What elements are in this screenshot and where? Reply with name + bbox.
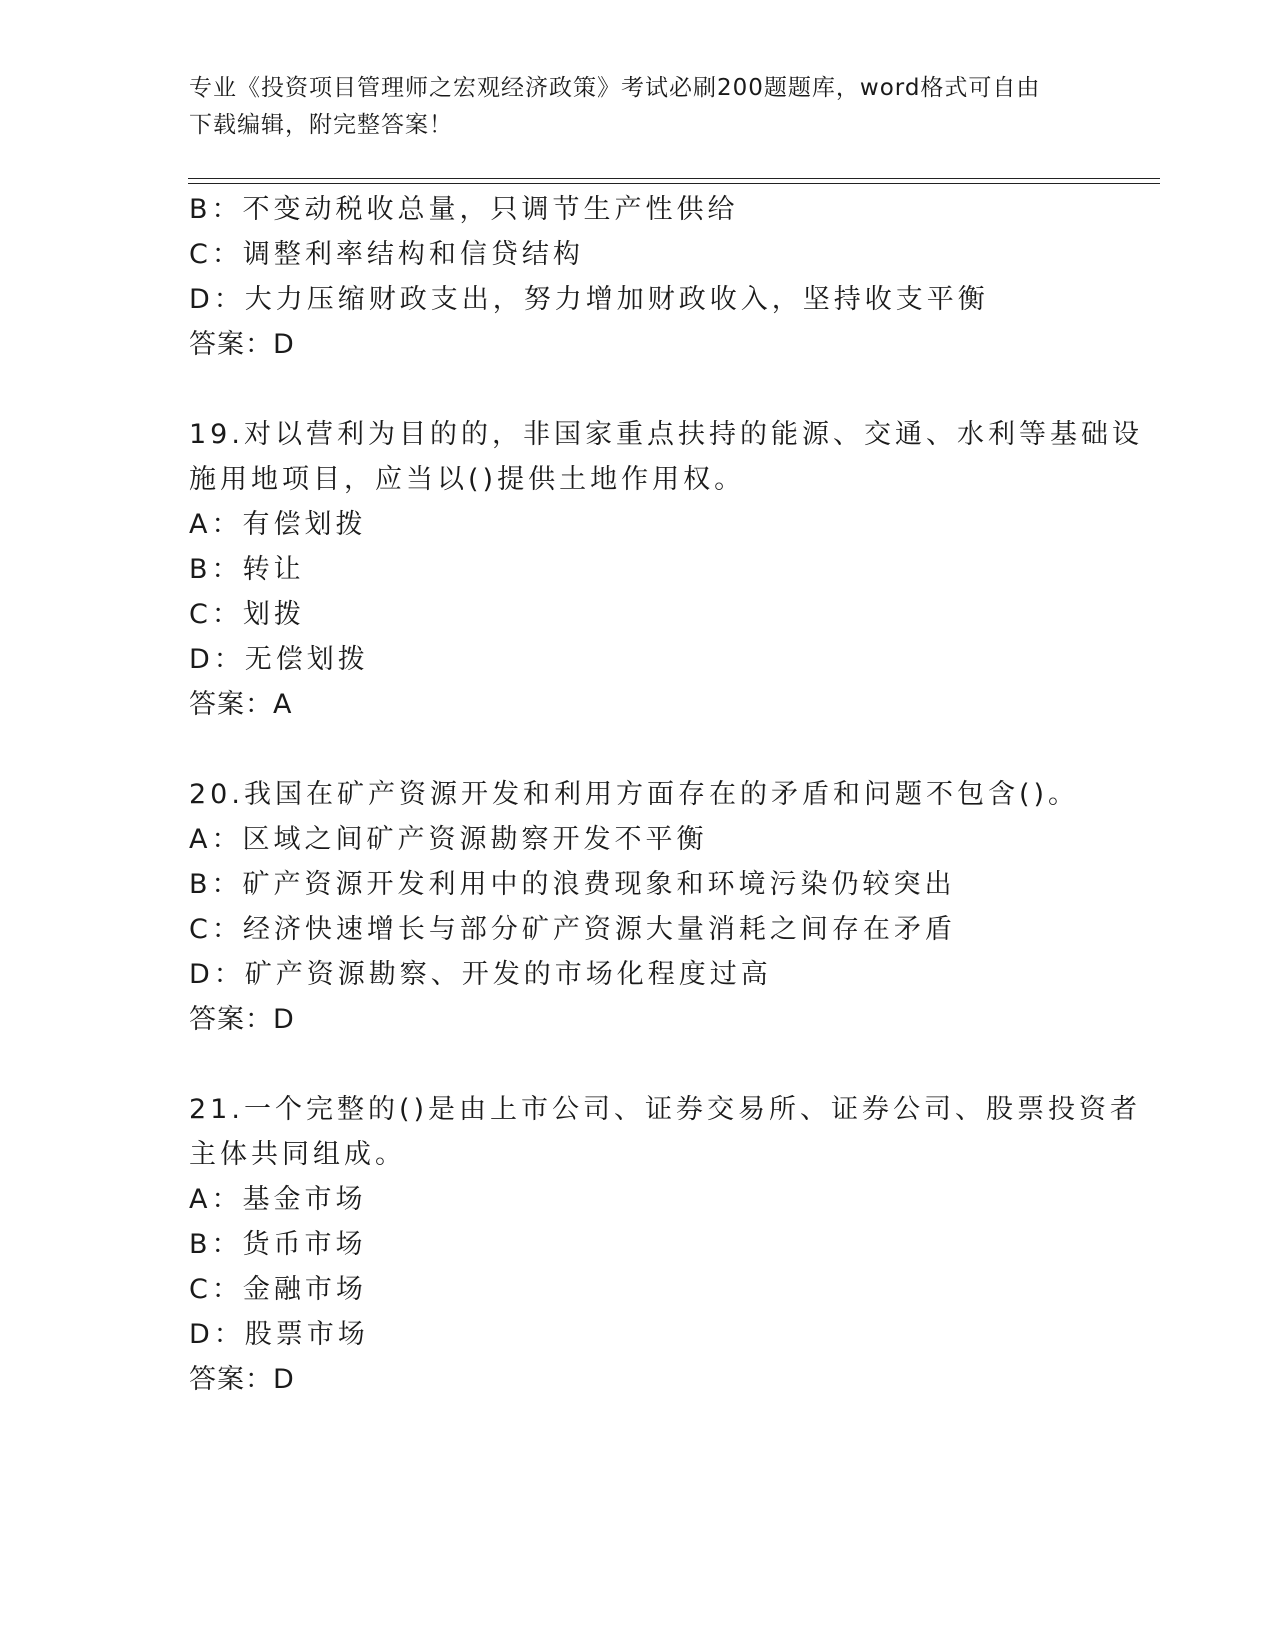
q19-option-a: A：有偿划拨 — [189, 509, 367, 540]
q20-stem-line-1: 20.我国在矿产资源开发和利用方面存在的矛盾和问题不包含()。 — [189, 779, 1080, 810]
document-header — [189, 70, 1089, 144]
q19-answer: 答案：A — [189, 689, 293, 720]
q19-option-b: B：转让 — [189, 554, 305, 585]
q20-option-a: A：区域之间矿产资源勘察开发不平衡 — [189, 824, 708, 855]
q20-option-c: C：经济快速增长与部分矿产资源大量消耗之间存在矛盾 — [189, 914, 956, 945]
header-divider-bottom — [188, 183, 1160, 184]
q21-option-a: A：基金市场 — [189, 1184, 367, 1215]
q21-answer: 答案：D — [189, 1364, 295, 1395]
header-divider-top — [188, 178, 1160, 179]
q20-option-d: D：矿产资源勘察、开发的市场化程度过高 — [189, 959, 772, 990]
q20-option-b: B：矿产资源开发利用中的浪费现象和环境污染仍较突出 — [189, 869, 956, 900]
q19-stem-line-1: 19.对以营利为目的的，非国家重点扶持的能源、交通、水利等基础设 — [189, 419, 1143, 450]
q19-stem-line-2: 施用地项目，应当以()提供土地作用权。 — [189, 464, 746, 495]
q21-option-b: B：货币市场 — [189, 1229, 367, 1260]
q21-option-c: C：金融市场 — [189, 1274, 367, 1305]
q21-option-d: D：股票市场 — [189, 1319, 369, 1350]
q18-option-b: B：不变动税收总量，只调节生产性供给 — [189, 194, 739, 225]
q18-option-c: C：调整利率结构和信贷结构 — [189, 239, 584, 270]
header-line-2: 下载编辑，附完整答案！ — [189, 112, 453, 138]
q18-option-d: D：大力压缩财政支出，努力增加财政收入，坚持收支平衡 — [189, 284, 989, 315]
q21-stem-line-2: 主体共同组成。 — [189, 1139, 406, 1170]
header-line-1: 专业《投资项目管理师之宏观经济政策》考试必刷200题题库，word格式可自由 — [189, 75, 1041, 101]
q19-option-d: D：无偿划拨 — [189, 644, 369, 675]
q19-option-c: C：划拨 — [189, 599, 305, 630]
q18-answer: 答案：D — [189, 329, 295, 360]
q20-answer: 答案：D — [189, 1004, 295, 1035]
q21-stem-line-1: 21.一个完整的()是由上市公司、证券交易所、证券公司、股票投资者 — [189, 1094, 1142, 1125]
